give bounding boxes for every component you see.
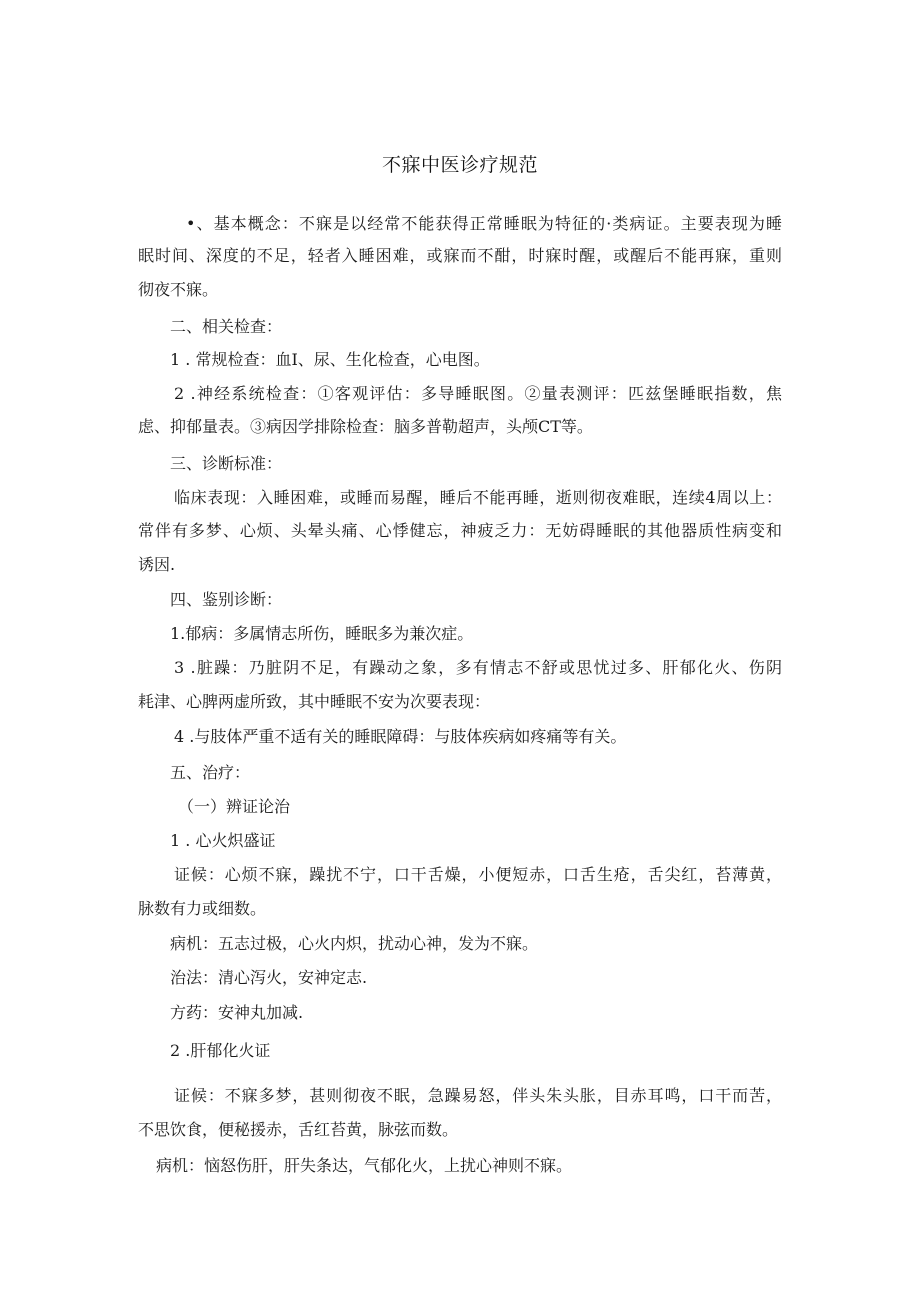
paragraph-line: 证候：心烦不寐，躁扰不宁，口干舌燥，小便短赤，口舌生疮，舌尖红，苔薄黄， bbox=[174, 865, 782, 884]
paragraph-line: 临床表现：入睡困难，或睡而易醒，睡后不能再睡，逝则彻夜难眠，连续4周以上： bbox=[174, 488, 782, 507]
paragraph-line: 虑、抑郁量表。③病因学排除检查：脑多普勒超声，头颅CT等。 bbox=[138, 417, 593, 436]
subsection-heading: （一）辨证论治 bbox=[178, 797, 291, 816]
section-heading: 二、相关检查： bbox=[170, 317, 283, 336]
subsection-heading: 1 . 心火炽盛证 bbox=[170, 831, 276, 850]
paragraph-line: 治法：清心泻火，安神定志. bbox=[170, 968, 368, 987]
subsection-heading: 2 .肝郁化火证 bbox=[170, 1041, 271, 1060]
section-heading: 三、诊断标准： bbox=[170, 454, 283, 473]
paragraph-line: •、基本概念：不寐是以经常不能获得正常睡眠为特征的·类病证。主要表现为睡 bbox=[186, 214, 782, 233]
paragraph-line: 1.郁病：多属情志所伤，睡眠多为兼次症。 bbox=[170, 624, 474, 643]
paragraph-line: 眠时间、深度的不足，轻者入睡困难，或寐而不酣，时寐时醒，或醒后不能再寐，重则 bbox=[138, 246, 782, 265]
document-title: 不寐中医诊疗规范 bbox=[381, 154, 538, 176]
paragraph-line: 2 .神经系统检查：①客观评估：多导睡眠图。②量表测评：匹兹堡睡眠指数，焦 bbox=[174, 384, 782, 403]
paragraph-line: 病机：恼怒伤肝，肝失条达，气郁化火，上扰心神则不寐。 bbox=[156, 1156, 573, 1175]
paragraph-line: 诱因. bbox=[138, 555, 176, 574]
section-heading: 五、治疗： bbox=[170, 763, 251, 782]
paragraph-line: 4 .与肢体严重不适有关的睡眠障碍：与肢体疾病如疼痛等有关。 bbox=[174, 727, 627, 746]
paragraph-line: 耗津、心脾两虚所致，其中睡眠不安为次要表现： bbox=[138, 692, 491, 711]
paragraph-line: 1 . 常规检查：血I、尿、生化检查，心电图。 bbox=[170, 350, 490, 369]
section-heading: 四、鉴别诊断： bbox=[170, 590, 283, 609]
paragraph-line: 方药：安神丸加减. bbox=[170, 1003, 304, 1022]
paragraph-line: 常伴有多梦、心烦、头晕头痛、心悸健忘，神疲乏力：无妨碍睡眠的其他器质性病变和 bbox=[138, 521, 782, 540]
paragraph-line: 病机：五志过极，心火内炽，扰动心神，发为不寐。 bbox=[170, 934, 539, 953]
paragraph-line: 证候：不寐多梦，甚则彻夜不眠，急躁易怒，伴头朱头胀，目赤耳鸣，口干而苦， bbox=[174, 1086, 782, 1105]
paragraph-line: 不思饮食，便秘援赤，舌红苔黄，脉弦而数。 bbox=[138, 1120, 459, 1139]
paragraph-line: 彻夜不寐。 bbox=[138, 280, 219, 299]
paragraph-line: 脉数有力或细数。 bbox=[138, 899, 267, 918]
paragraph-line: 3 .脏躁：乃脏阴不足，有躁动之象，多有情志不舒或思忧过多、肝郁化火、伤阴 bbox=[174, 658, 782, 677]
